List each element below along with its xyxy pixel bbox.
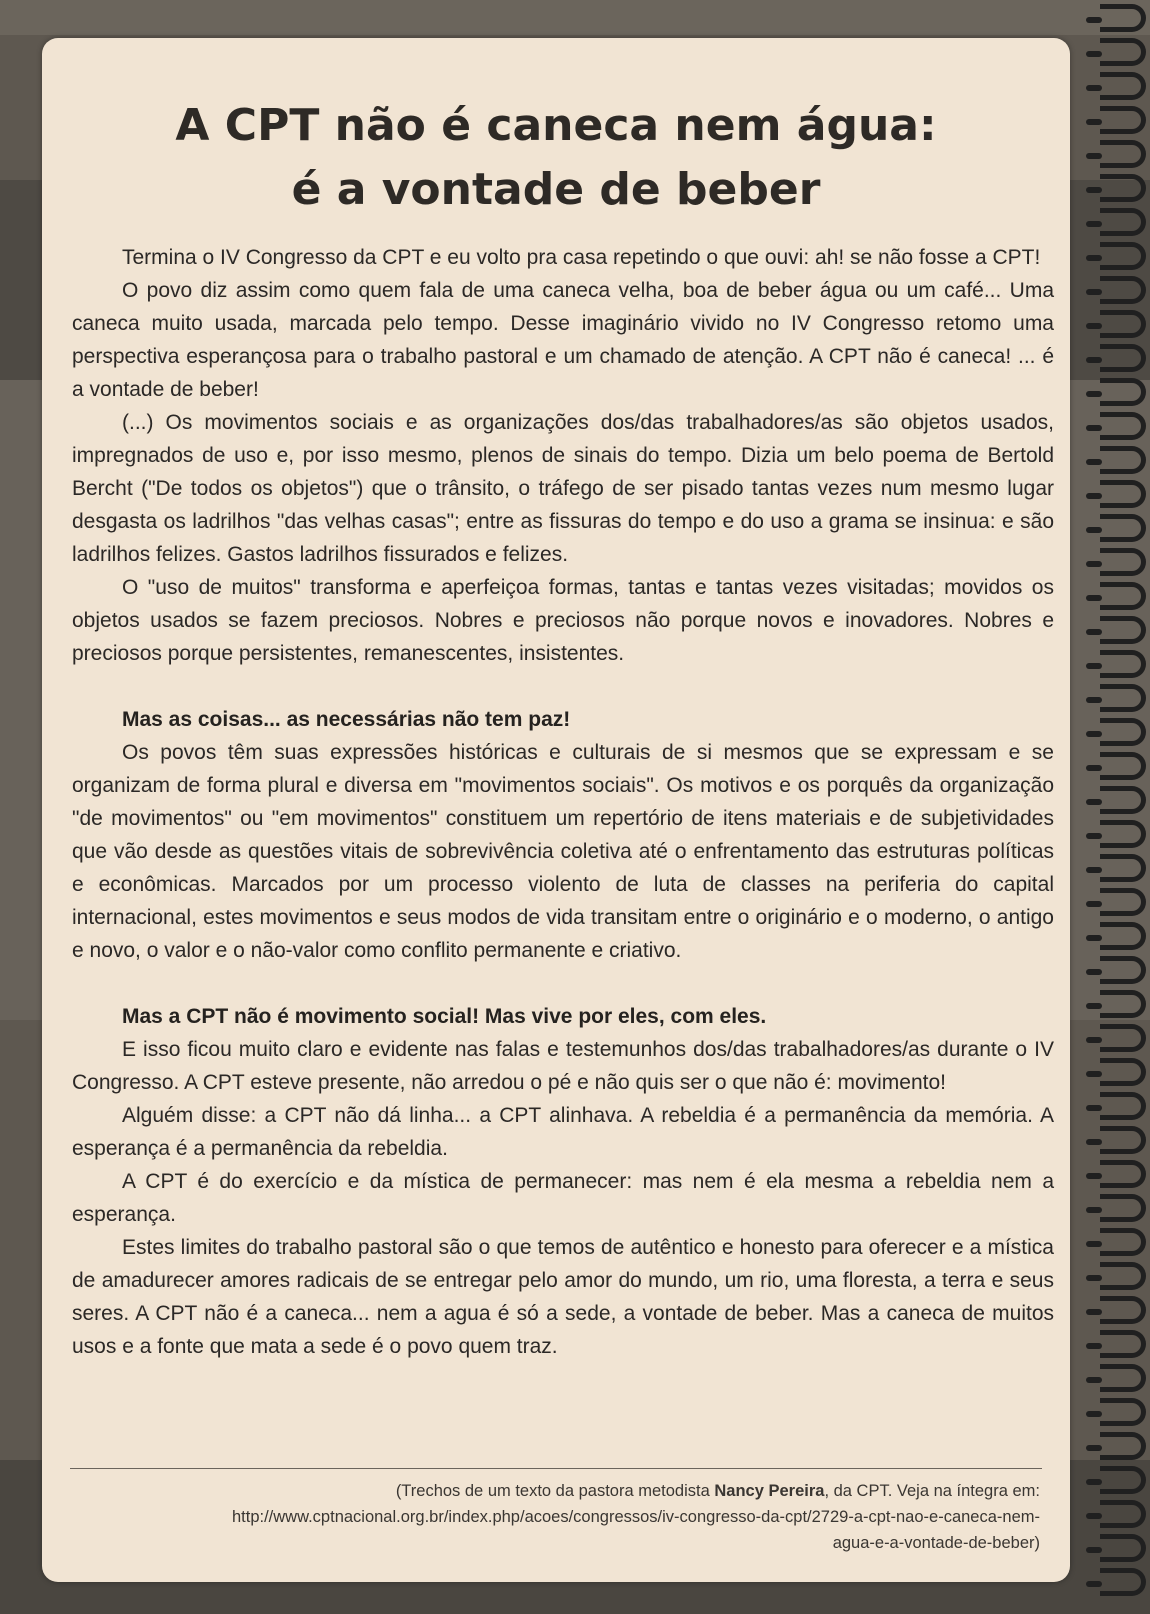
article-body xyxy=(72,241,1054,1363)
binding-ring xyxy=(1100,1568,1146,1596)
binding-ring xyxy=(1100,1466,1146,1494)
binding-ring xyxy=(1100,1194,1146,1222)
binding-ring xyxy=(1100,378,1146,406)
divider xyxy=(70,1468,1042,1469)
notebook-page xyxy=(42,38,1070,1582)
binding-ring xyxy=(1100,548,1146,576)
binding-ring xyxy=(1100,1262,1146,1290)
binding-ring xyxy=(1100,276,1146,304)
binding-ring xyxy=(1100,412,1146,440)
article-title xyxy=(42,94,1070,222)
binding-ring xyxy=(1100,1058,1146,1086)
binding-ring xyxy=(1100,616,1146,644)
author-name: Nancy Pereira xyxy=(714,1482,825,1500)
binding-ring xyxy=(1100,1024,1146,1052)
binding-ring xyxy=(1100,888,1146,916)
binding-ring xyxy=(1100,1534,1146,1562)
paragraph: Os povos têm suas expressões históricas e culturais de si mesmos que se expressam e se organizam de forma plural e diversa em "movimentos sociais". Os motivos e os porquês da organização "de movimentos" ou "em movimentos" constituem um repertório de itens materiais e de subjetividades que vão desde as questões vitais de sobrevivência coletiva até o enfrentamento das estruturas políticas e econômicas. Marcados por um processo violento de luta de classes na periferia do capital internacional, estes movimentos e seus modos de vida transitam entre o originário e o moderno, o antigo e novo, o valor e o não-valor como conflito permanente e criativo. xyxy=(72,741,1054,962)
binding-ring xyxy=(1100,752,1146,780)
source-suffix: , da CPT. Veja na íntegra em: xyxy=(824,1482,1040,1500)
binding-ring xyxy=(1100,990,1146,1018)
binding-ring xyxy=(1100,1296,1146,1324)
binding-ring xyxy=(1100,1330,1146,1358)
binding-ring xyxy=(1100,956,1146,984)
binding-ring xyxy=(1100,1364,1146,1392)
paragraph: Termina o IV Congresso da CPT e eu volto pra casa repetindo o que ouvi: ah! se não fosse a CPT! xyxy=(122,246,1041,269)
binding-ring xyxy=(1100,718,1146,746)
binding-ring xyxy=(1100,310,1146,338)
source-prefix: (Trechos de um texto da pastora metodista xyxy=(395,1482,710,1500)
binding-ring xyxy=(1100,242,1146,270)
binding-ring xyxy=(1100,1126,1146,1154)
binding-ring xyxy=(1100,820,1146,848)
title-line-2: é a vontade de beber xyxy=(291,164,821,215)
binding-ring xyxy=(1100,344,1146,372)
binding-ring xyxy=(1100,1398,1146,1426)
source-url-continued[interactable]: agua-e-a-vontade-de-beber) xyxy=(832,1534,1040,1552)
paragraph: (...) Os movimentos sociais e as organizações dos/das trabalhadores/as são objetos usados, impregnados de uso e, por isso mesmo, plenos de sinais do tempo. Dizia um belo poema de Bertold Bercht ("De todos os objetos") que o trânsito, o tráfego de ser pisado tantas vezes num mesmo lugar desgasta os ladrilhos "das velhas casas"; entre as fissuras do tempo e do uso a grama se insinua: e são ladrilhos felizes. Gastos ladrilhos fissurados e felizes. xyxy=(72,411,1054,566)
paragraph: E isso ficou muito claro e evidente nas falas e testemunhos dos/das trabalhadores/as durante o IV Congresso. A CPT esteve presente, não arredou o pé e não quis ser o que não é: movimento! xyxy=(72,1038,1054,1094)
source-url[interactable]: http://www.cptnacional.org.br/index.php/acoes/congressos/iv-congresso-da-cpt/2729-a-cpt-nao-e-caneca-nem- xyxy=(231,1508,1040,1526)
binding-ring xyxy=(1100,786,1146,814)
paragraph: O "uso de muitos" transforma e aperfeiçoa formas, tantas e tantas vezes visitadas; movidos os objetos usados se fazem preciosos. Nobres e preciosos não porque novos e inovadores. Nobres e preciosos porque persistentes, remanescentes, insistentes. xyxy=(72,576,1054,665)
binding-ring xyxy=(1100,650,1146,678)
binding-ring xyxy=(1100,208,1146,236)
binding-ring xyxy=(1100,854,1146,882)
binding-ring xyxy=(1100,4,1146,32)
binding-ring xyxy=(1100,1092,1146,1120)
spiral-binding xyxy=(1088,0,1150,1614)
binding-ring xyxy=(1100,38,1146,66)
binding-ring xyxy=(1100,1160,1146,1188)
binding-ring xyxy=(1100,72,1146,100)
binding-ring xyxy=(1100,514,1146,542)
background-band xyxy=(0,0,1150,35)
binding-ring xyxy=(1100,174,1146,202)
paragraph: Alguém disse: a CPT não dá linha... a CPT alinhava. A rebeldia é a permanência da memória. A esperança é a permanência da rebeldia. xyxy=(72,1104,1054,1160)
binding-ring xyxy=(1100,1432,1146,1460)
binding-ring xyxy=(1100,1500,1146,1528)
paragraph: A CPT é do exercício e da mística de permanecer: mas nem é ela mesma a rebeldia nem a esperança. xyxy=(72,1170,1054,1226)
paragraph: O povo diz assim como quem fala de uma caneca velha, boa de beber água ou um café... Uma caneca muito usada, marcada pelo tempo. Desse imaginário vivido no IV Congresso retomo uma perspectiva esperançosa para o trabalho pastoral e um chamado de atenção. A CPT não é caneca! ... é a vontade de beber! xyxy=(72,279,1054,401)
section-gap xyxy=(72,967,1054,1000)
title-line-1: A CPT não é caneca nem água: xyxy=(175,100,937,151)
binding-ring xyxy=(1100,582,1146,610)
binding-ring xyxy=(1100,140,1146,168)
section-heading: Mas as coisas... as necessárias não tem paz! xyxy=(122,708,571,731)
source-citation xyxy=(70,1478,1040,1556)
section-gap xyxy=(72,670,1054,703)
binding-ring xyxy=(1100,106,1146,134)
section-heading: Mas a CPT não é movimento social! Mas vive por eles, com eles. xyxy=(122,1005,767,1028)
binding-ring xyxy=(1100,684,1146,712)
binding-ring xyxy=(1100,480,1146,508)
binding-ring xyxy=(1100,922,1146,950)
paragraph: Estes limites do trabalho pastoral são o que temos de autêntico e honesto para oferecer e a mística de amadurecer amores radicais de se entregar pelo amor do mundo, um rio, uma floresta, a terra e seus seres. A CPT não é a caneca... nem a agua é só a sede, a vontade de beber. Mas a caneca de muitos usos e a fonte que mata a sede é o povo quem traz. xyxy=(72,1236,1054,1358)
binding-ring xyxy=(1100,1228,1146,1256)
binding-ring xyxy=(1100,446,1146,474)
